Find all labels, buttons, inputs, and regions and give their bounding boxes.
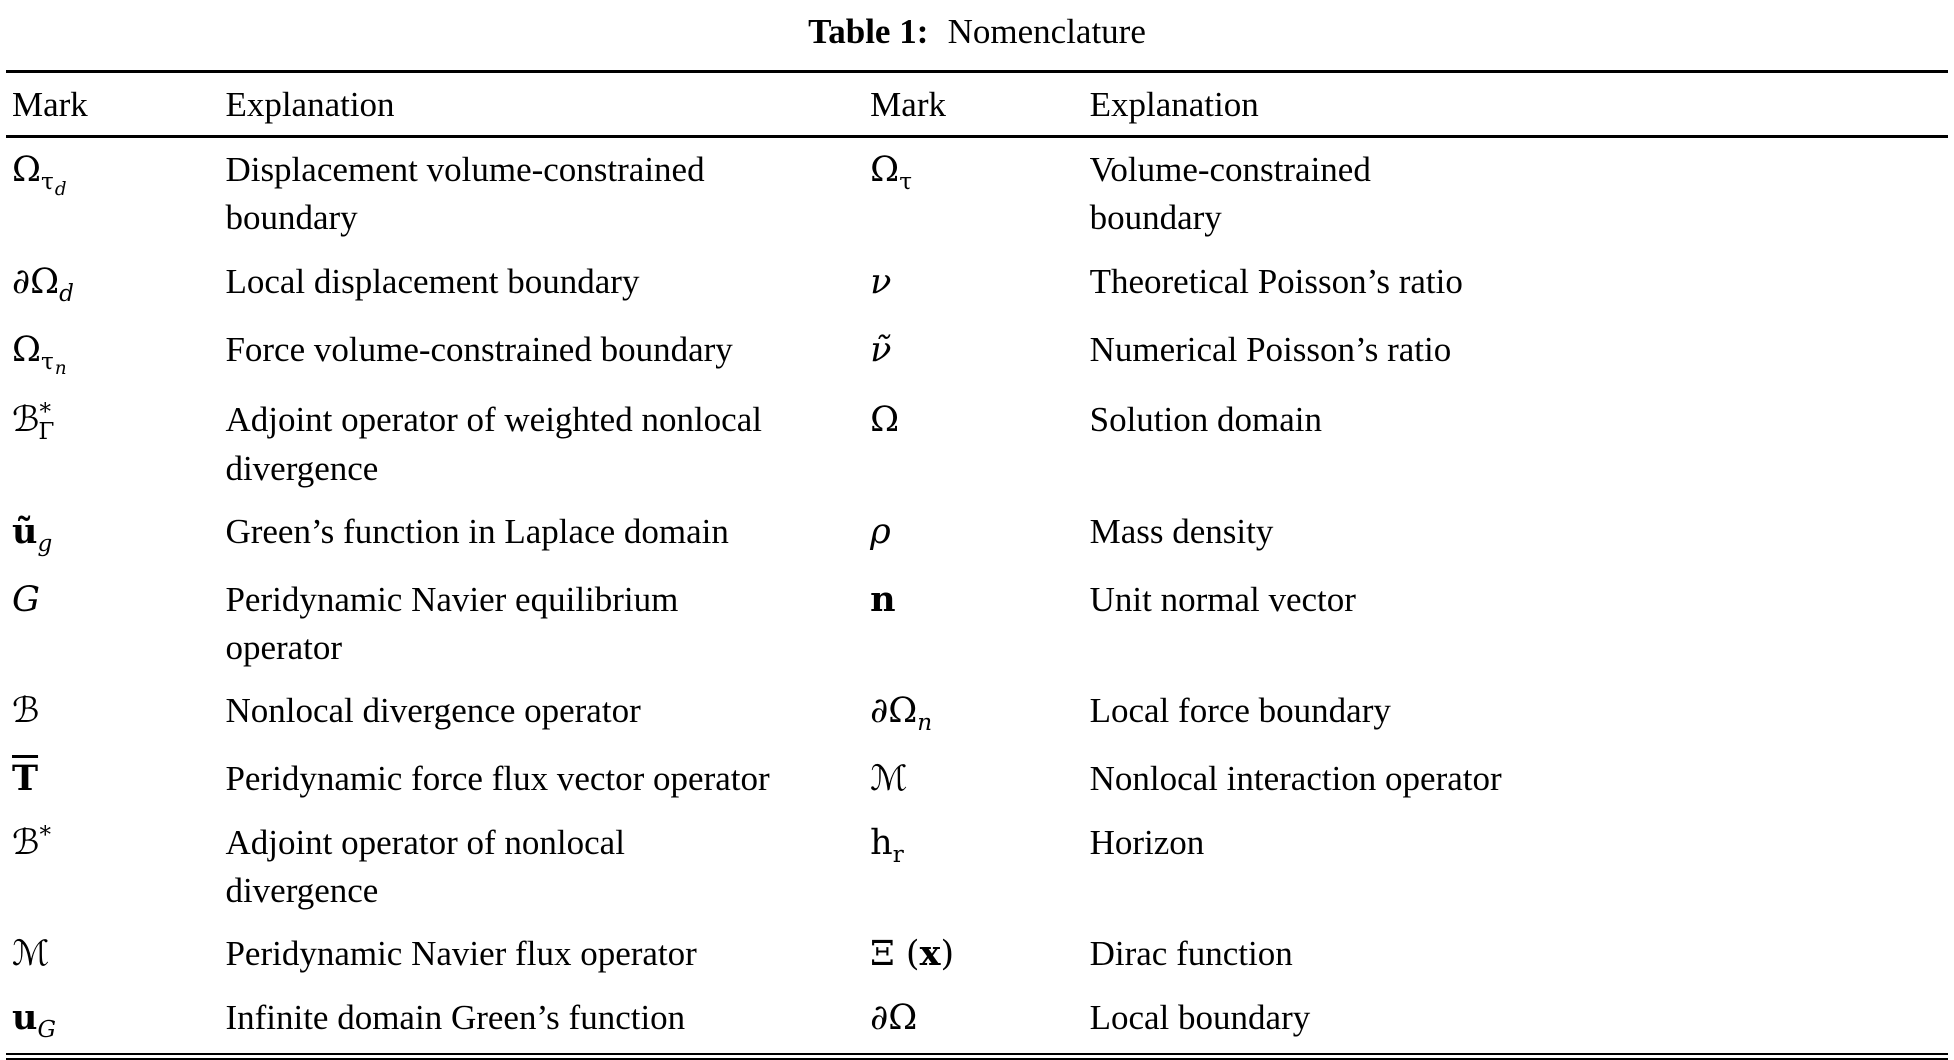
explanation-cell: Infinite domain Green’s function — [225, 997, 686, 1037]
mark-cell — [870, 318, 1089, 389]
mark-cell — [6, 500, 225, 568]
table-row — [6, 747, 1948, 810]
table-row — [6, 137, 1948, 250]
math-symbol: * — [39, 822, 52, 849]
explanation-cell: Force volume-constrained boundary — [225, 329, 733, 369]
header-explanation-1: Explanation — [225, 72, 870, 137]
table-row — [6, 986, 1948, 1057]
math-symbol: ℬ — [12, 691, 40, 732]
math-symbol: τ — [41, 169, 54, 196]
math-symbol: u — [12, 996, 38, 1038]
table-header-row — [6, 72, 1948, 137]
explanation-cell: Nonlocal divergence operator — [225, 691, 641, 731]
math-symbol: Γ — [38, 419, 55, 446]
math-symbol: n — [870, 578, 896, 620]
math-symbol: g — [37, 530, 53, 557]
table-row — [6, 318, 1948, 389]
explanation-cell: Peridynamic force flux vector operator — [225, 759, 770, 799]
mark-cell — [6, 250, 225, 318]
math-symbol: $\overline{T}$ — [12, 758, 39, 800]
mark-cell — [870, 679, 1089, 747]
mark-cell — [870, 250, 1089, 318]
table-caption — [6, 6, 1948, 70]
explanation-cell: Nonlocal interaction operator — [1089, 759, 1502, 799]
header-mark-2: Mark — [870, 72, 1089, 137]
table-caption-title: Nomenclature — [947, 12, 1146, 51]
explanation-cell: Mass density — [1089, 511, 1274, 551]
math-symbol: τ — [41, 348, 54, 375]
math-symbol: G — [12, 579, 40, 620]
math-symbol: ℳ — [870, 759, 908, 800]
explanation-cell: Green’s function in Laplace domain — [225, 511, 729, 551]
mark-cell — [6, 137, 225, 250]
explanation-cell: Adjoint operator of weighted nonlocal divergence — [225, 400, 762, 488]
math-symbol: d — [59, 280, 74, 307]
explanation-cell: Horizon — [1089, 822, 1205, 862]
mark-cell — [6, 986, 225, 1057]
math-symbol: G — [37, 1016, 56, 1043]
mark-cell — [870, 747, 1089, 810]
nomenclature-table — [6, 70, 1948, 1060]
explanation-cell: Unit normal vector — [1089, 579, 1356, 619]
explanation-cell: Theoretical Poisson’s ratio — [1089, 261, 1463, 301]
explanation-cell: Local force boundary — [1089, 691, 1391, 731]
math-symbol: ν — [870, 261, 892, 302]
explanation-cell: Local boundary — [1089, 997, 1311, 1037]
mark-cell — [6, 318, 225, 389]
table-row — [6, 811, 1948, 923]
mark-cell — [6, 679, 225, 747]
table-row — [6, 250, 1948, 318]
math-symbol: n — [54, 358, 67, 380]
math-symbol: Ω — [870, 150, 900, 190]
explanation-cell: Solution domain — [1089, 400, 1322, 440]
math-symbol: ν̃ — [870, 329, 892, 370]
mark-cell — [870, 922, 1089, 985]
table-row — [6, 388, 1948, 500]
math-symbol: ũ — [12, 510, 38, 552]
header-explanation-2: Explanation — [1090, 72, 1948, 137]
table-header — [6, 72, 1948, 137]
mark-cell — [6, 388, 225, 500]
mark-cell — [6, 811, 225, 923]
explanation-cell: Peridynamic Navier flux operator — [225, 934, 697, 974]
math-symbol: ℬ — [12, 400, 40, 441]
mark-cell — [870, 388, 1089, 500]
explanation-cell: Peridynamic Navier equilibrium operator — [225, 579, 679, 668]
explanation-cell: Volume-constrained boundary — [1089, 150, 1371, 238]
math-symbol: r — [892, 841, 904, 868]
math-symbol: τ — [899, 169, 912, 196]
mark-cell — [870, 500, 1089, 568]
math-symbol: ∂Ω — [12, 261, 60, 302]
table-row — [6, 500, 1948, 568]
math-symbol: x — [919, 933, 941, 975]
mark-cell — [6, 568, 225, 680]
explanation-cell: Dirac function — [1089, 934, 1293, 974]
table-body — [6, 137, 1948, 1057]
table-caption-label: Table 1: — [808, 12, 929, 51]
mark-cell — [6, 747, 225, 810]
math-symbol: h — [870, 822, 893, 863]
math-symbol: ∂Ω — [870, 997, 918, 1038]
mark-cell — [870, 811, 1089, 923]
math-symbol: ℳ — [12, 934, 50, 975]
mark-cell — [870, 986, 1089, 1057]
math-symbol: ρ — [870, 511, 891, 552]
mark-cell — [870, 568, 1089, 680]
table-row — [6, 568, 1948, 680]
math-symbol: n — [917, 710, 933, 737]
math-symbol: Ω — [870, 400, 900, 441]
math-symbol: ) — [940, 934, 955, 975]
table-row — [6, 922, 1948, 985]
math-symbol: d — [54, 178, 67, 200]
math-symbol: ℬ — [12, 822, 40, 863]
header-mark-1: Mark — [6, 72, 225, 137]
table-row — [6, 679, 1948, 747]
math-symbol: Ω — [12, 150, 42, 190]
explanation-cell: Displacement volume-constrained boundary — [225, 150, 705, 238]
math-symbol: * — [39, 399, 52, 426]
math-symbol: Ξ ( — [870, 934, 920, 975]
explanation-cell: Local displacement boundary — [225, 261, 640, 301]
explanation-cell: Numerical Poisson’s ratio — [1089, 329, 1452, 369]
mark-cell — [870, 137, 1089, 250]
explanation-cell: Adjoint operator of nonlocal divergence — [225, 822, 625, 910]
mark-cell — [6, 922, 225, 985]
math-symbol: ∂Ω — [870, 691, 918, 732]
math-symbol: Ω — [12, 329, 42, 370]
